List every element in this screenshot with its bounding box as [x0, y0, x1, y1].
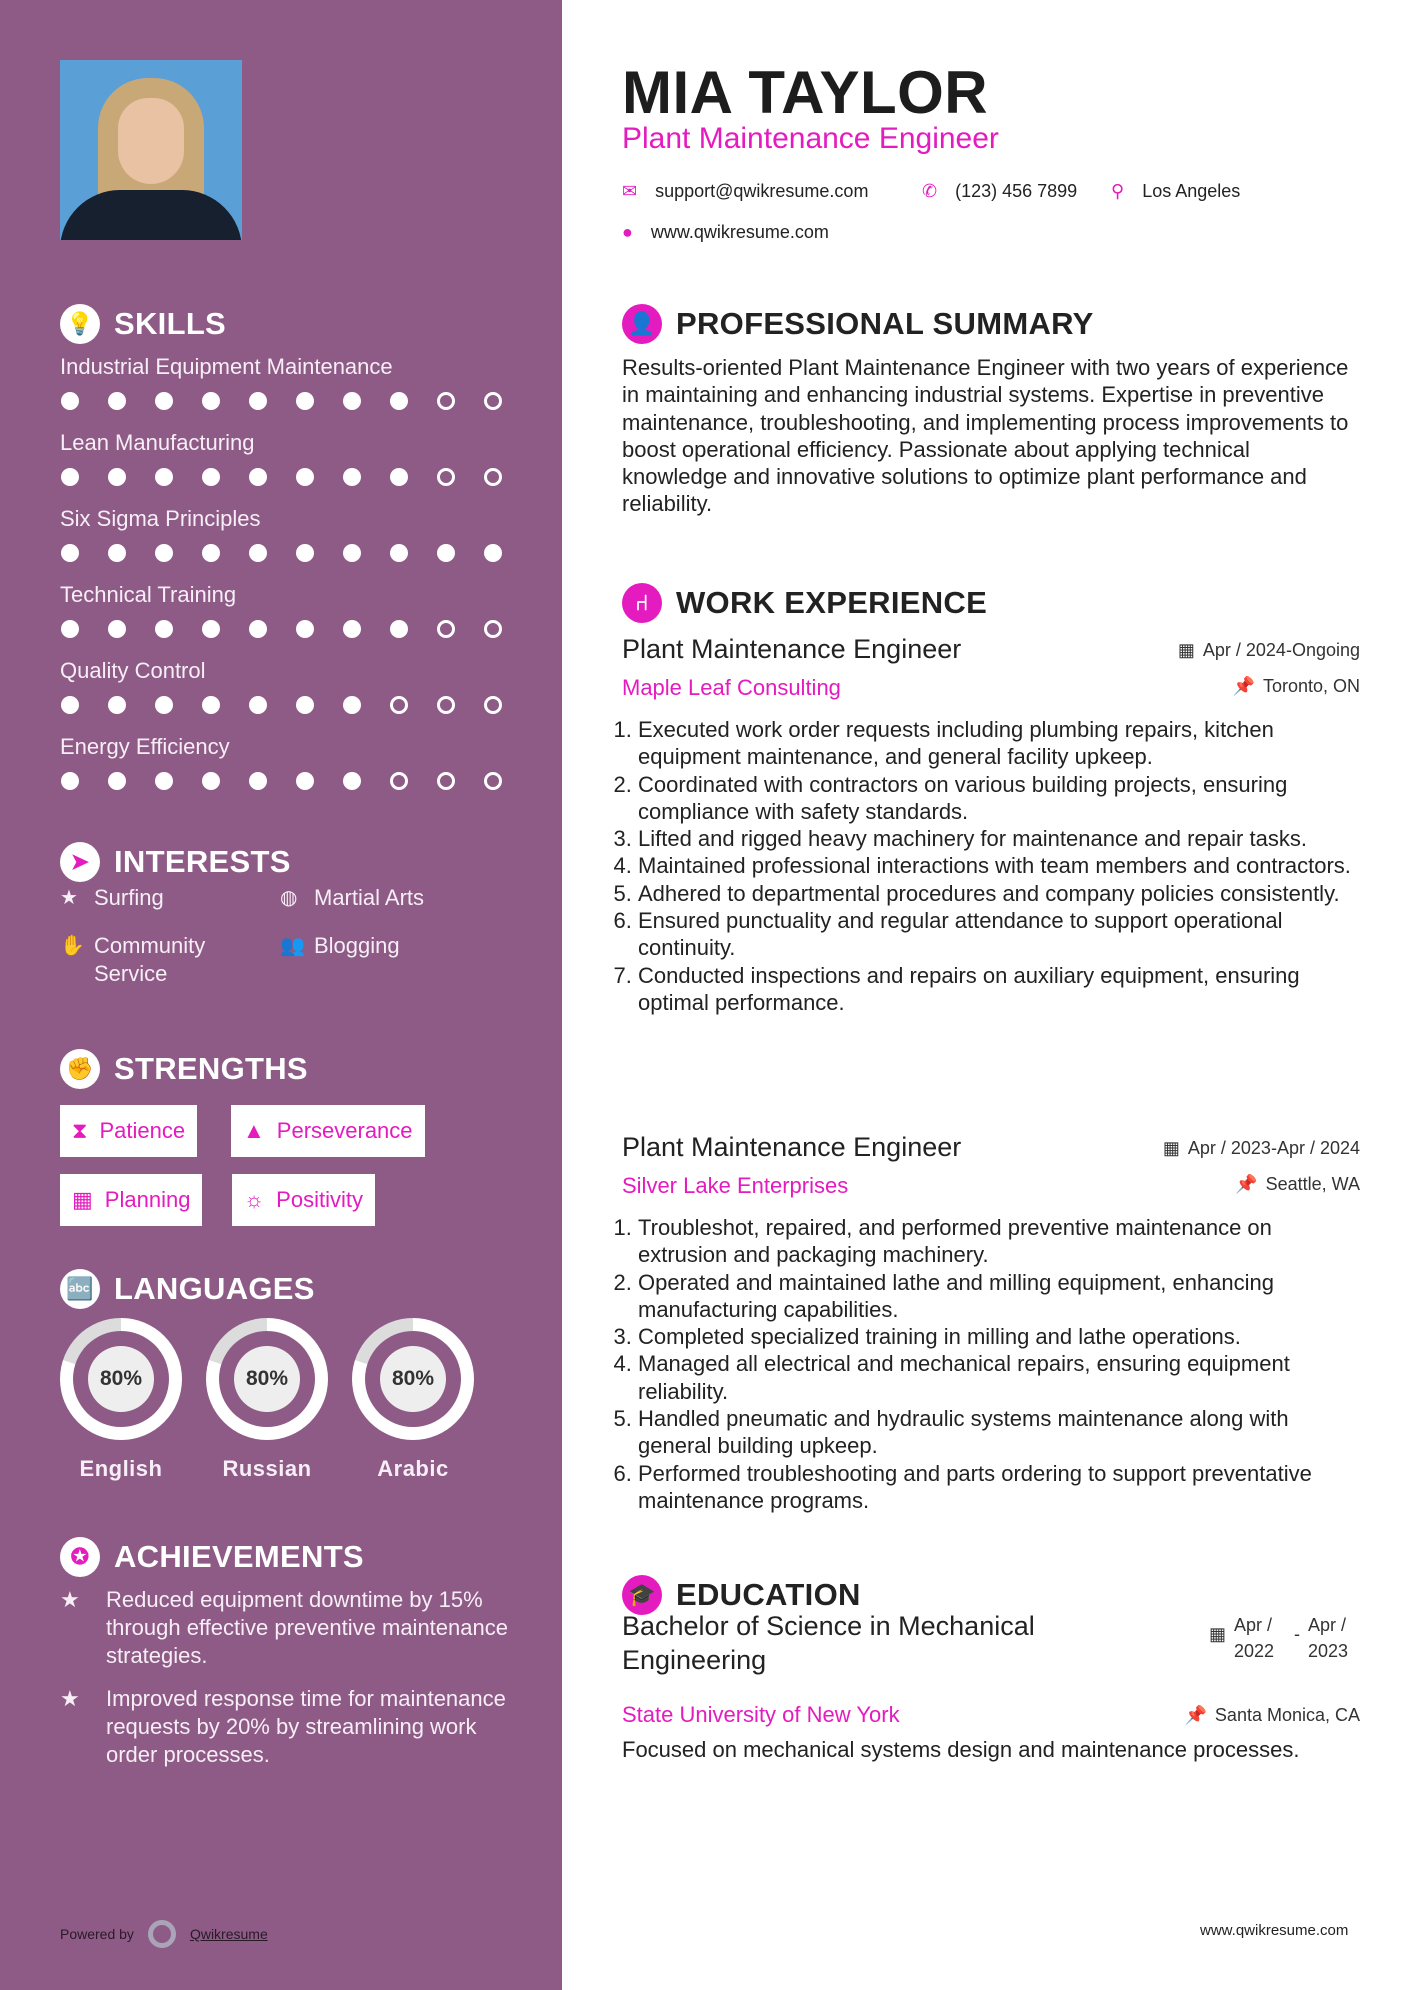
skill-label: Quality Control [60, 658, 206, 683]
strength-badge [231, 1105, 425, 1157]
achievement-text: Reduced equipment downtime by 15% through effective preventive maintenance strategies. [106, 1587, 508, 1668]
rating-dot [296, 620, 314, 638]
phone-icon: ✆ [922, 181, 938, 201]
graduate-icon: 🎓 [622, 1575, 662, 1615]
sun-icon: ☼ [244, 1187, 265, 1212]
rating-dot [343, 392, 361, 410]
hourglass-icon: ⧗ [72, 1118, 88, 1143]
interest-label: Martial Arts [314, 885, 425, 910]
rating-dot [484, 468, 502, 486]
rating-dot [108, 772, 126, 790]
interest-label: Community Service [94, 933, 206, 986]
rating-dot [484, 544, 502, 562]
pushpin-icon: 📌 [1235, 1174, 1258, 1194]
rating-dot [155, 468, 173, 486]
job-bullet: 3. Completed specialized training in milling and lathe operations. [638, 1323, 1352, 1350]
start-date: Apr / 2022 [1234, 1615, 1275, 1661]
shooting-star-icon: ★ [60, 1587, 80, 1612]
rating-dot [437, 468, 455, 486]
skill-item [60, 734, 520, 790]
envelope-icon: ✉ [622, 181, 638, 201]
job-bullet: 1. Executed work order requests including plumbing repairs, kitchen equipment maintenance, and general facility upkeep. [638, 716, 1352, 771]
pushpin-icon: 📌 [1232, 676, 1255, 696]
skill-item [60, 430, 520, 486]
job-dates [1163, 1138, 1360, 1159]
job-dates [1178, 640, 1360, 661]
language-progress-ring [206, 1318, 328, 1440]
powered-by-label: Powered by [60, 1926, 134, 1942]
rating-dot [202, 468, 220, 486]
rating-dot [155, 696, 173, 714]
lightbulb-icon: 💡 [60, 304, 100, 344]
fist-icon: ✊ [60, 1049, 100, 1089]
website-text[interactable]: www.qwikresume.com [650, 222, 829, 242]
rating-dot [390, 544, 408, 562]
star-badge-icon: ✪ [60, 1537, 100, 1577]
skill-item [60, 506, 520, 562]
skill-rating [60, 392, 520, 410]
job-bullets [614, 1214, 1352, 1514]
skill-rating [60, 544, 520, 562]
qwikresume-link[interactable]: Qwikresume [189, 1926, 268, 1942]
achievement-text: Improved response time for maintenance requests by 20% by streamlining work order processes. [106, 1686, 506, 1767]
rating-dot [437, 620, 455, 638]
job-bullet: 3. Lifted and rigged heavy machinery for maintenance and repair tasks. [638, 825, 1352, 852]
star-icon: ★ [60, 887, 78, 909]
dates-text: Apr / 2023-Apr / 2024 [1187, 1138, 1360, 1158]
calendar-icon: ▦ [1208, 1624, 1226, 1644]
rating-dot [343, 544, 361, 562]
strength-label: Planning [104, 1187, 191, 1212]
rating-dot [61, 620, 79, 638]
calendar-icon: ▦ [72, 1187, 93, 1212]
job-bullet: 7. Conducted inspections and repairs on auxiliary equipment, ensuring optimal performance. [638, 962, 1352, 1017]
rating-dot [296, 468, 314, 486]
phone-text: (123) 456 7899 [955, 181, 1078, 201]
job-bullet: 2. Operated and maintained lathe and milling equipment, enhancing manufacturing capabilities. [638, 1269, 1352, 1324]
rating-dot [108, 468, 126, 486]
shooting-star-icon: ★ [60, 1686, 80, 1711]
rating-dot [343, 468, 361, 486]
rating-dot [61, 468, 79, 486]
globe-icon: ◍ [280, 887, 298, 909]
rating-dot [296, 772, 314, 790]
rating-dot [343, 620, 361, 638]
rating-dot [249, 544, 267, 562]
skill-rating [60, 772, 520, 790]
language-name: Arabic [377, 1456, 449, 1481]
location-text: Seattle, WA [1265, 1174, 1360, 1194]
interest-item [60, 884, 164, 912]
rating-dot [61, 392, 79, 410]
rating-dot [249, 392, 267, 410]
contact-phone [922, 181, 1077, 202]
rating-dot [202, 772, 220, 790]
map-pin-icon: ⚲ [1111, 181, 1125, 201]
job-bullet: 5. Adhered to departmental procedures and company policies consistently. [638, 880, 1352, 907]
language-percent: 80% [234, 1346, 300, 1412]
skill-label: Technical Training [60, 582, 237, 607]
heading-text: PROFESSIONAL SUMMARY [676, 306, 1094, 341]
language-item [352, 1318, 474, 1482]
contact-location [1111, 181, 1240, 202]
location-text: Santa Monica, CA [1214, 1705, 1360, 1725]
summary-heading [622, 304, 1360, 344]
location-text: Los Angeles [1142, 181, 1241, 201]
strength-badge [60, 1174, 202, 1226]
rating-dot [296, 696, 314, 714]
rating-dot [437, 544, 455, 562]
rating-dot [484, 392, 502, 410]
rating-dot [484, 696, 502, 714]
date-separator: - [1294, 1624, 1300, 1644]
rating-dot [61, 772, 79, 790]
job-title: Plant Maintenance Engineer [622, 634, 962, 664]
rating-dot [390, 772, 408, 790]
achievement-item [60, 1586, 520, 1670]
language-item [206, 1318, 328, 1482]
job-location [1233, 676, 1360, 697]
skill-label: Energy Efficiency [60, 734, 230, 759]
interest-item [280, 884, 424, 912]
profile-photo [60, 60, 242, 240]
company-name: Silver Lake Enterprises [622, 1173, 849, 1198]
rating-dot [202, 392, 220, 410]
rating-dot [202, 696, 220, 714]
strength-label: Positivity [276, 1187, 363, 1212]
strength-badge [232, 1174, 375, 1226]
rating-dot [61, 544, 79, 562]
job-title: Plant Maintenance Engineer [622, 1132, 962, 1162]
rating-dot [390, 696, 408, 714]
rating-dot [249, 772, 267, 790]
end-date: Apr / 2023 [1308, 1615, 1349, 1661]
rating-dot [390, 468, 408, 486]
skill-item [60, 658, 520, 714]
candidate-name: MIA TAYLOR [622, 59, 989, 126]
interest-label: Blogging [314, 933, 400, 958]
job-bullet: 5. Handled pneumatic and hydraulic systems maintenance along with general building upkeep. [638, 1405, 1352, 1460]
heading-text: ACHIEVEMENTS [114, 1539, 364, 1574]
contact-website [622, 222, 829, 243]
interest-label: Surfing [94, 885, 164, 910]
strength-label: Perseverance [276, 1118, 413, 1143]
skill-label: Industrial Equipment Maintenance [60, 354, 393, 379]
skill-rating [60, 696, 520, 714]
education-dates [1209, 1612, 1360, 1664]
rating-dot [155, 620, 173, 638]
interest-item [60, 932, 240, 988]
powered-by [60, 1920, 268, 1948]
skill-rating [60, 468, 520, 486]
paper-plane-icon: ➤ [60, 842, 100, 882]
rating-dot [108, 696, 126, 714]
rating-dot [484, 772, 502, 790]
rating-dot [249, 620, 267, 638]
rating-dot [484, 620, 502, 638]
location-text: Toronto, ON [1262, 676, 1360, 696]
rating-dot [390, 620, 408, 638]
skill-label: Lean Manufacturing [60, 430, 255, 455]
job-location [1235, 1174, 1360, 1195]
rating-dot [155, 772, 173, 790]
rating-dot [108, 392, 126, 410]
heading-text: SKILLS [114, 306, 227, 341]
rating-dot [155, 392, 173, 410]
footer-url[interactable]: www.qwikresume.com [1200, 1922, 1349, 1939]
language-percent: 80% [88, 1346, 154, 1412]
achievement-item [60, 1685, 520, 1769]
contact-email [622, 181, 868, 202]
skill-label: Six Sigma Principles [60, 506, 261, 531]
rating-dot [343, 696, 361, 714]
strengths-heading [60, 1049, 308, 1089]
strength-label: Patience [99, 1118, 186, 1143]
skill-item [60, 354, 520, 410]
language-name: Russian [222, 1456, 312, 1481]
language-progress-ring [352, 1318, 474, 1440]
languages-heading [60, 1269, 315, 1309]
dates-text: Apr / 2024-Ongoing [1202, 640, 1360, 660]
rating-dot [108, 544, 126, 562]
rating-dot [249, 696, 267, 714]
rating-dot [343, 772, 361, 790]
language-percent: 80% [380, 1346, 446, 1412]
rating-dot [155, 544, 173, 562]
job-bullets [614, 716, 1352, 1016]
hand-icon: ✋ [60, 935, 85, 957]
language-icon: 🔤 [60, 1269, 100, 1309]
email-text[interactable]: support@qwikresume.com [655, 181, 869, 201]
heading-text: LANGUAGES [114, 1271, 315, 1306]
rating-dot [108, 620, 126, 638]
globe-icon: ● [622, 222, 633, 242]
heading-text: WORK EXPERIENCE [676, 585, 988, 620]
education-location [1185, 1705, 1361, 1726]
rating-dot [437, 696, 455, 714]
calendar-icon: ▦ [1177, 640, 1195, 660]
summary-text: Results-oriented Plant Maintenance Engineer with two years of experience in maintaining and enhancing industrial systems. Expertise in preventive maintenance, troubleshooting, and implementing process improvements to boost operational efficiency. Passionate about applying technical knowledge and innovative solutions to optimize plant performance and reliability. [622, 355, 1349, 517]
road-icon: ▲ [243, 1118, 265, 1143]
qwikresume-logo-icon [148, 1920, 176, 1948]
company-name: Maple Leaf Consulting [622, 675, 841, 700]
candidate-title: Plant Maintenance Engineer [622, 122, 999, 155]
experience-heading [622, 583, 1360, 623]
education-description: Focused on mechanical systems design and maintenance processes. [622, 1737, 1300, 1762]
job-bullet: 4. Managed all electrical and mechanical repairs, ensuring equipment reliability. [638, 1350, 1352, 1405]
rating-dot [202, 544, 220, 562]
school-name: State University of New York [622, 1702, 900, 1727]
skills-heading [60, 304, 226, 344]
job-bullet: 4. Maintained professional interactions with team members and contractors. [638, 852, 1352, 879]
user-icon: 👤 [622, 304, 662, 344]
sidebar [0, 0, 562, 1990]
job-bullet: 1. Troubleshot, repaired, and performed preventive maintenance on extrusion and packaging machinery. [638, 1214, 1352, 1269]
language-progress-ring [60, 1318, 182, 1440]
job-bullet: 2. Coordinated with contractors on various building projects, ensuring compliance with safety standards. [638, 771, 1352, 826]
rating-dot [249, 468, 267, 486]
interests-heading [60, 842, 291, 882]
achievements-heading [60, 1537, 364, 1577]
heading-text: INTERESTS [114, 844, 291, 879]
rating-dot [437, 772, 455, 790]
job-bullet: 6. Ensured punctuality and regular attendance to support operational continuity. [638, 907, 1352, 962]
rating-dot [202, 620, 220, 638]
degree: Bachelor of Science in Mechanical Engineering [622, 1611, 1035, 1675]
rating-dot [390, 392, 408, 410]
calendar-icon: ▦ [1162, 1138, 1180, 1158]
language-name: English [79, 1456, 163, 1481]
language-item [60, 1318, 182, 1482]
pushpin-icon: 📌 [1184, 1705, 1207, 1725]
rating-dot [437, 392, 455, 410]
rating-dot [296, 392, 314, 410]
rating-dot [61, 696, 79, 714]
heading-text: STRENGTHS [114, 1051, 308, 1086]
heading-text: EDUCATION [676, 1577, 861, 1612]
rating-dot [296, 544, 314, 562]
strength-badge [60, 1105, 197, 1157]
skill-item [60, 582, 520, 638]
chair-icon: ⑁ [622, 583, 662, 623]
interest-item [280, 932, 400, 960]
users-icon: 👥 [280, 935, 305, 957]
job-bullet: 6. Performed troubleshooting and parts ordering to support preventative maintenance programs. [638, 1460, 1352, 1515]
skill-rating [60, 620, 520, 638]
